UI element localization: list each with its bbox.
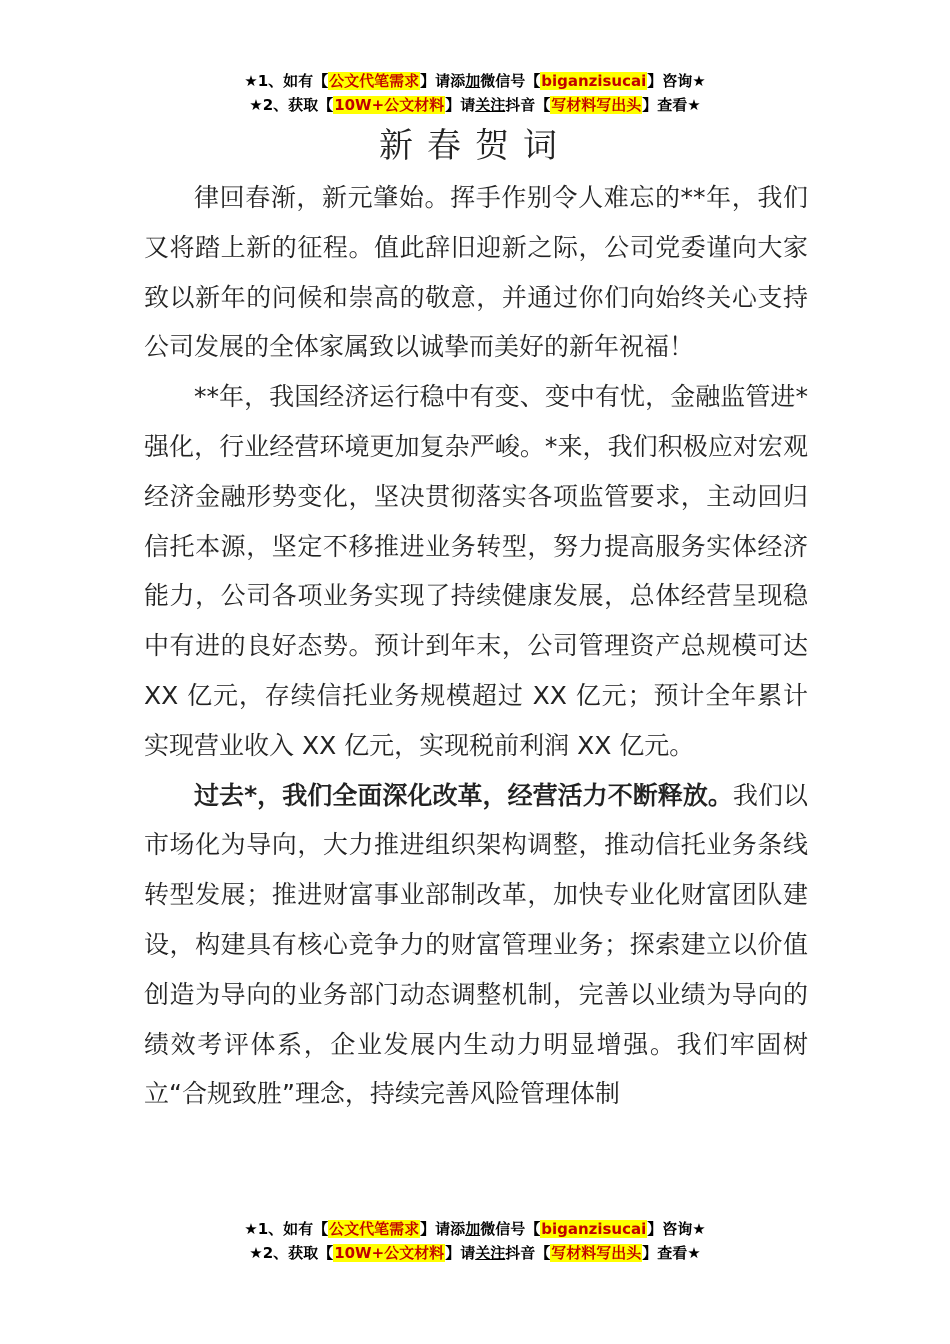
footer-banner xyxy=(0,1217,950,1265)
highlight-materials: 10W+公文材料 xyxy=(334,96,445,114)
highlight-writing-service: 公文代笔需求 xyxy=(329,1220,420,1238)
document-title: 新春贺词 xyxy=(379,126,571,166)
highlight-wechat-id: biganzisucai xyxy=(541,1220,647,1238)
document-body xyxy=(144,173,808,1119)
banner-line-1: ★1、如有【公文代笔需求】请添加微信号【biganzisucai】咨询★ xyxy=(244,1220,706,1238)
highlight-materials: 10W+公文材料 xyxy=(334,1244,445,1262)
paragraph-lead-heading: 过去*，我们全面深化改革，经营活力不断释放。 xyxy=(194,780,733,810)
banner-line-1: ★1、如有【公文代笔需求】请添加微信号【biganzisucai】咨询★ xyxy=(244,72,706,90)
paragraph-reform xyxy=(144,771,808,1120)
banner-line-2: ★2、获取【10W+公文材料】请关注抖音【写材料写出头】查看★ xyxy=(249,1244,701,1262)
banner-line-2: ★2、获取【10W+公文材料】请关注抖音【写材料写出头】查看★ xyxy=(249,96,701,114)
header-banner xyxy=(0,69,950,117)
paragraph-review: **年，我国经济运行稳中有变、变中有忧，金融监管进*强化，行业经营环境更加复杂严峻。*来，我们积极应对宏观经济金融形势变化，坚决贯彻落实各项监管要求，主动回归信托本源，坚定不移推进业务转型，努力提高服务实体经济能力，公司各项业务实现了持续健康发展，总体经营呈现稳中有进的良好态势。预计到年末，公司管理资产总规模可达 XX 亿元，存续信托业务规模超过 XX 亿元；预计全年累计实现营业收入 XX 亿元，实现税前利润 XX 亿元。 xyxy=(144,382,808,760)
paragraph-greeting: 律回春渐，新元肇始。挥手作别令人难忘的**年，我们又将踏上新的征程。值此辞旧迎新之际，公司党委谨向大家致以新年的问候和崇高的敬意，并通过你们向始终关心支持公司发展的全体家属致以诚挚而美好的新年祝福！ xyxy=(144,183,808,362)
highlight-wechat-id: biganzisucai xyxy=(541,72,647,90)
highlight-douyin-account: 写材料写出头 xyxy=(551,96,642,114)
highlight-writing-service: 公文代笔需求 xyxy=(329,72,420,90)
paragraph-reform-text: 我们以市场化为导向，大力推进组织架构调整，推动信托业务条线转型发展；推进财富事业部制改革，加快专业化财富团队建设，构建具有核心竞争力的财富管理业务；探索建立以价值创造为导向的业务部门动态调整机制，完善以业绩为导向的绩效考评体系，企业发展内生动力明显增强。我们牢固树立“合规致胜”理念，持续完善风险管理体制 xyxy=(144,780,808,1109)
highlight-douyin-account: 写材料写出头 xyxy=(551,1244,642,1262)
